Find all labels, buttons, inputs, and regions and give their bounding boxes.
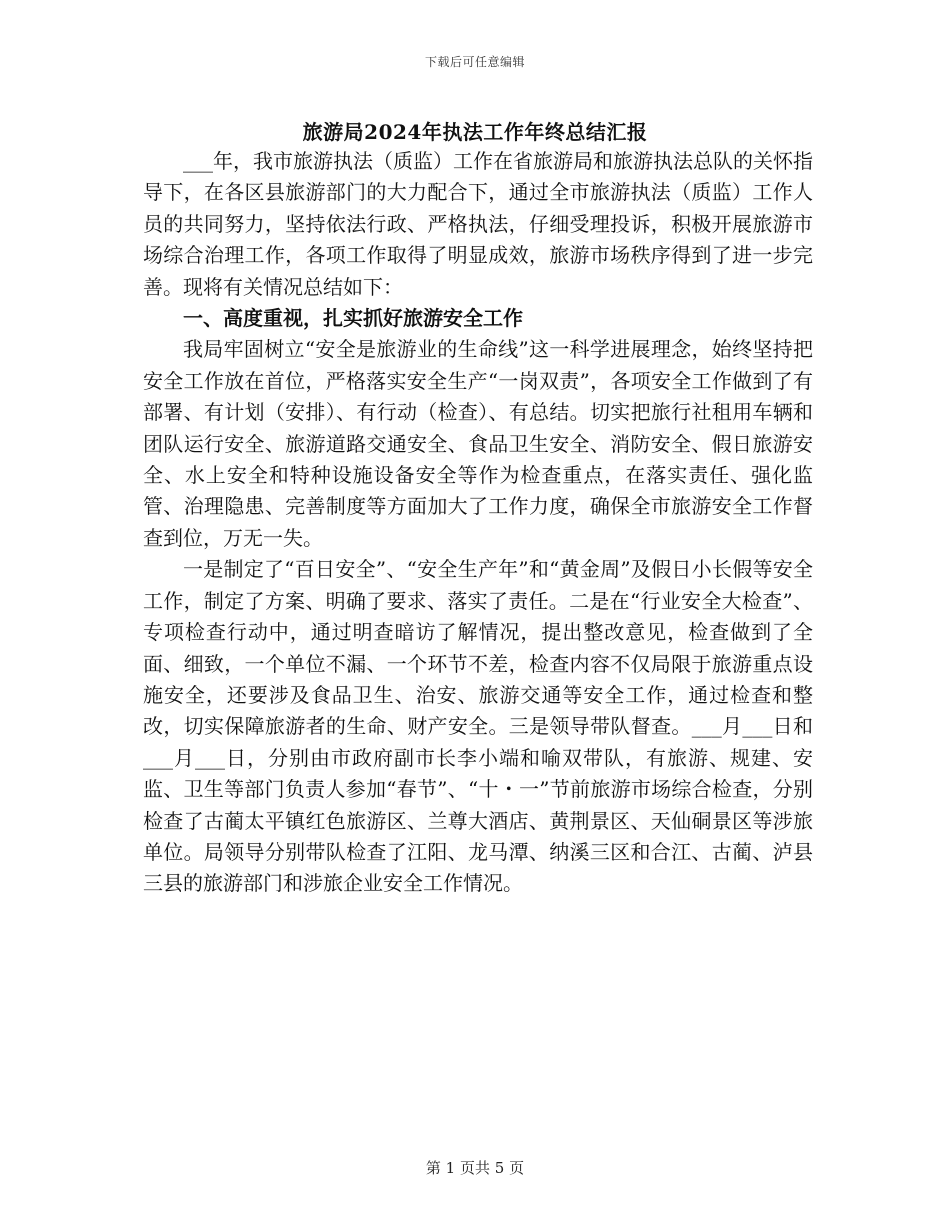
- section-heading: 一、高度重视，扎实抓好旅游安全工作: [183, 306, 523, 331]
- page-number: 第 1 页共 5 页: [425, 1159, 525, 1177]
- section-paragraph: 我局牢固树立“安全是旅游业的生命线”这一科学进展理念，始终坚持把安全工作放在首位，严格落实安全生产“一岗双责”，各项安全工作做到了有部署、有计划（安排）、有行动（检查）、有总结。切实把旅行社租用车辆和团队运行安全、旅游道路交通安全、食品卫生安全、消防安全、假日旅游安全、水上安全和特种设施设备安全等作为检查重点，在落实责任、强化监管、治理隐患、完善制度等方面加大了工作力度，确保全市旅游安全工作督查到位，万无一失。: [143, 337, 813, 550]
- document-title: 旅游局2024年执法工作年终总结汇报: [302, 120, 648, 144]
- header-note: 下载后可任意编辑: [424, 55, 525, 69]
- section-paragraph: 一是制定了“百日安全”、“安全生产年”和“黄金周”及假日小长假等安全工作，制定了方案、明确了要求、落实了责任。二是在“行业安全大检查”、专项检查行动中，通过明查暗访了解情况，提出整改意见，检查做到了全面、细致，一个单位不漏、一个环节不差，检查内容不仅局限于旅游重点设施安全，还要涉及食品卫生、治安、旅游交通等安全工作，通过检查和整改，切实保障旅游者的生命、财产安全。三是领导带队督查。___月___日和___月___日，分别由市政府副市长李小端和喻双带队，有旅游、规建、安监、卫生等部门负责人参加“春节”、“十・一”节前旅游市场综合检查，分别检查了古蔺太平镇红色旅游区、兰尊大酒店、黄荆景区、天仙硐景区等涉旅单位。局领导分别带队检查了江阳、龙马潭、纳溪三区和合江、古蔺、泸县三县的旅游部门和涉旅企业安全工作情况。: [143, 557, 813, 896]
- intro-paragraph: ___年，我市旅游执法（质监）工作在省旅游局和旅游执法总队的关怀指导下，在各区县旅游部门的大力配合下，通过全市旅游执法（质监）工作人员的共同努力，坚持依法行政、严格执法，仔细受理投诉，积极开展旅游市场综合治理工作，各项工作取得了明显成效，旅游市场秩序得到了进一步完善。现将有关情况总结如下：: [143, 149, 813, 299]
- document-body: [143, 146, 813, 900]
